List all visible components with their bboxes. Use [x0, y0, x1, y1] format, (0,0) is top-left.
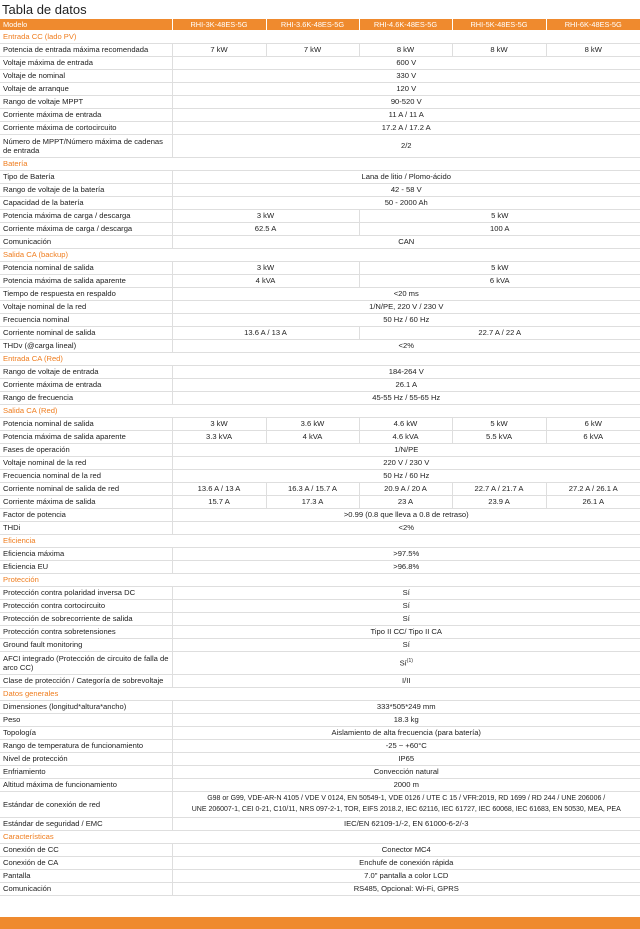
spec-value: 5 kW: [359, 261, 640, 274]
spec-value: 20.9 A / 20 A: [359, 482, 452, 495]
spec-label: Voltaje nominal de la red: [0, 456, 172, 469]
spec-value: 5 kW: [452, 417, 546, 430]
spec-value: 62.5 A: [172, 222, 359, 235]
spec-value: 11 A / 11 A: [172, 108, 640, 121]
spec-value: 22.7 A / 21.7 A: [452, 482, 546, 495]
section-header: [0, 573, 640, 586]
section-title: Entrada CA (Red): [0, 352, 640, 365]
spec-row: [0, 638, 640, 651]
spec-value: 23 A: [359, 495, 452, 508]
spec-label: Protección de sobrecorriente de salida: [0, 612, 172, 625]
spec-value-line: UNE 206007-1, CEI 0-21, C10/11, NRS 097-2-1, TOR, EIFS 2018.2, IEC 62116, IEC 61727, IEC 60068, IEC 61683, EN 50530, MEA, PEA: [191, 806, 621, 813]
spec-row: [0, 739, 640, 752]
spec-value: 7 kW: [172, 43, 266, 56]
spec-label: Potencia máxima de carga / descarga: [0, 209, 172, 222]
spec-row: [0, 713, 640, 726]
spec-row: [0, 430, 640, 443]
spec-label: Topología: [0, 726, 172, 739]
spec-label: Tiempo de respuesta en respaldo: [0, 287, 172, 300]
spec-row: [0, 547, 640, 560]
spec-label: THDi: [0, 521, 172, 534]
spec-value: 184-264 V: [172, 365, 640, 378]
spec-label: Corriente nominal de salida: [0, 326, 172, 339]
spec-row: [0, 778, 640, 791]
spec-label: Frecuencia nominal de la red: [0, 469, 172, 482]
spec-row: [0, 882, 640, 895]
spec-value: 6 kW: [546, 417, 640, 430]
section-header: [0, 30, 640, 43]
spec-label: Voltaje nominal de la red: [0, 300, 172, 313]
spec-value: <2%: [172, 339, 640, 352]
spec-row: [0, 456, 640, 469]
model-name: RHI-3.6K-48ES-5G: [266, 19, 359, 30]
spec-value: Sí: [172, 638, 640, 651]
spec-value: I/II: [172, 674, 640, 687]
spec-label: Rango de temperatura de funcionamiento: [0, 739, 172, 752]
spec-row: [0, 700, 640, 713]
spec-value: Lana de litio / Plomo-ácido: [172, 170, 640, 183]
spec-row: [0, 261, 640, 274]
spec-value: 42 - 58 V: [172, 183, 640, 196]
spec-value: 8 kW: [452, 43, 546, 56]
spec-value: 13.6 A / 13 A: [172, 326, 359, 339]
spec-value: 17.3 A: [266, 495, 359, 508]
spec-value: 17.2 A / 17.2 A: [172, 121, 640, 134]
spec-table: [0, 19, 640, 896]
spec-value: IP65: [172, 752, 640, 765]
spec-row: [0, 674, 640, 687]
spec-label: Nivel de protección: [0, 752, 172, 765]
spec-value: [172, 651, 640, 674]
spec-row: [0, 586, 640, 599]
spec-value: 18.3 kg: [172, 713, 640, 726]
spec-label: Rango de voltaje MPPT: [0, 95, 172, 108]
section-header: [0, 157, 640, 170]
spec-row: [0, 651, 640, 674]
spec-label: Potencia nominal de salida: [0, 417, 172, 430]
spec-value: 27.2 A / 26.1 A: [546, 482, 640, 495]
spec-row: [0, 82, 640, 95]
model-name: RHI-6K-48ES-5G: [546, 19, 640, 30]
spec-value: 90-520 V: [172, 95, 640, 108]
spec-value: Conector MC4: [172, 843, 640, 856]
model-name: RHI-4.6K-48ES-5G: [359, 19, 452, 30]
spec-label: Voltaje de arranque: [0, 82, 172, 95]
spec-value: 26.1 A: [546, 495, 640, 508]
spec-label: Conexión de CC: [0, 843, 172, 856]
footer-accent-bar: [0, 917, 640, 929]
spec-row: [0, 521, 640, 534]
spec-value: Sí: [172, 586, 640, 599]
spec-row: [0, 726, 640, 739]
spec-row: [0, 508, 640, 521]
spec-value: 8 kW: [359, 43, 452, 56]
spec-value: -25 ~ +60°C: [172, 739, 640, 752]
spec-value: 50 Hz / 60 Hz: [172, 469, 640, 482]
spec-value: Tipo II CC/ Tipo II CA: [172, 625, 640, 638]
spec-row: [0, 869, 640, 882]
spec-value: 13.6 A / 13 A: [172, 482, 266, 495]
spec-value: 50 - 2000 Ah: [172, 196, 640, 209]
spec-value: 1/N/PE: [172, 443, 640, 456]
spec-value: 3.3 kVA: [172, 430, 266, 443]
spec-row: [0, 56, 640, 69]
spec-value-line: G98 or G99, VDE-AR-N 4105 / VDE V 0124, EN 50549-1, VDE 0126 / UTE C 15 / VFR:2019, RD 1699 / RD 244 / UNE 206006 /: [207, 795, 606, 802]
spec-label: Estándar de conexión de red: [0, 791, 172, 817]
spec-row: [0, 43, 640, 56]
spec-label: Eficiencia máxima: [0, 547, 172, 560]
spec-row: [0, 300, 640, 313]
spec-value: Aislamiento de alta frecuencia (para batería): [172, 726, 640, 739]
spec-label: Altitud máxima de funcionamiento: [0, 778, 172, 791]
spec-label: Frecuencia nominal: [0, 313, 172, 326]
spec-row: [0, 121, 640, 134]
spec-row: [0, 326, 640, 339]
spec-row: [0, 625, 640, 638]
spec-label: Número de MPPT/Número máxima de cadenas de entrada: [0, 134, 172, 157]
spec-value: 330 V: [172, 69, 640, 82]
spec-row: [0, 108, 640, 121]
spec-row: [0, 752, 640, 765]
spec-label: Corriente nominal de salida de red: [0, 482, 172, 495]
spec-row: [0, 134, 640, 157]
spec-row: [0, 765, 640, 778]
spec-value: 45-55 Hz / 55-65 Hz: [172, 391, 640, 404]
page-title: Tabla de datos: [2, 2, 87, 17]
spec-value-text: Sí: [399, 658, 407, 668]
spec-label: AFCI integrado (Protección de circuito de falla de arco CC): [0, 651, 172, 674]
spec-value: 23.9 A: [452, 495, 546, 508]
spec-label: Corriente máxima de entrada: [0, 378, 172, 391]
spec-row: [0, 170, 640, 183]
spec-label: Potencia máxima de salida aparente: [0, 430, 172, 443]
spec-value: CAN: [172, 235, 640, 248]
spec-row: [0, 196, 640, 209]
spec-label: Eficiencia EU: [0, 560, 172, 573]
spec-label: Potencia de entrada máxima recomendada: [0, 43, 172, 56]
spec-value: 3.6 kW: [266, 417, 359, 430]
spec-value: 4 kVA: [266, 430, 359, 443]
spec-label: Estándar de seguridad / EMC: [0, 817, 172, 830]
section-title: Salida CA (Red): [0, 404, 640, 417]
spec-value: 333*505*249 mm: [172, 700, 640, 713]
spec-label: Conexión de CA: [0, 856, 172, 869]
spec-label: Protección contra sobretensiones: [0, 625, 172, 638]
section-title: Entrada CC (lado PV): [0, 30, 640, 43]
spec-row: [0, 339, 640, 352]
spec-value: <2%: [172, 521, 640, 534]
spec-row: [0, 222, 640, 235]
spec-row: [0, 599, 640, 612]
spec-row: [0, 391, 640, 404]
section-title: Datos generales: [0, 687, 640, 700]
spec-row: [0, 209, 640, 222]
spec-value: 7 kW: [266, 43, 359, 56]
spec-value: 8 kW: [546, 43, 640, 56]
spec-row: [0, 95, 640, 108]
spec-value: 2/2: [172, 134, 640, 157]
section-title: Protección: [0, 573, 640, 586]
spec-label: Comunicación: [0, 882, 172, 895]
spec-label: Pantalla: [0, 869, 172, 882]
spec-label: Factor de potencia: [0, 508, 172, 521]
spec-value: <20 ms: [172, 287, 640, 300]
spec-value: 220 V / 230 V: [172, 456, 640, 469]
spec-value: 6 kVA: [546, 430, 640, 443]
spec-value: 4.6 kVA: [359, 430, 452, 443]
spec-row: [0, 791, 640, 817]
section-title: Batería: [0, 157, 640, 170]
spec-label: Clase de protección / Categoría de sobrevoltaje: [0, 674, 172, 687]
spec-row: [0, 560, 640, 573]
spec-label: Corriente máxima de salida: [0, 495, 172, 508]
spec-label: Potencia máxima de salida aparente: [0, 274, 172, 287]
spec-value: >0.99 (0.8 que lleva a 0.8 de retraso): [172, 508, 640, 521]
spec-row: [0, 443, 640, 456]
spec-label: Corriente máxima de cortocircuito: [0, 121, 172, 134]
spec-label: Voltaje de nominal: [0, 69, 172, 82]
spec-label: Corriente máxima de carga / descarga: [0, 222, 172, 235]
spec-value: 1/N/PE, 220 V / 230 V: [172, 300, 640, 313]
spec-row: [0, 274, 640, 287]
spec-value: [172, 791, 640, 817]
section-header: [0, 404, 640, 417]
spec-row: [0, 856, 640, 869]
spec-label: Rango de voltaje de la batería: [0, 183, 172, 196]
spec-value: Convección natural: [172, 765, 640, 778]
spec-value: 50 Hz / 60 Hz: [172, 313, 640, 326]
spec-label: Protección contra polaridad inversa DC: [0, 586, 172, 599]
spec-row: [0, 287, 640, 300]
spec-label: Voltaje máxima de entrada: [0, 56, 172, 69]
spec-label: Dimensiones (longitud*altura*ancho): [0, 700, 172, 713]
spec-label: Potencia nominal de salida: [0, 261, 172, 274]
spec-label: Comunicación: [0, 235, 172, 248]
spec-value: 600 V: [172, 56, 640, 69]
section-title: Salida CA (backup): [0, 248, 640, 261]
spec-value: 120 V: [172, 82, 640, 95]
spec-row: [0, 495, 640, 508]
spec-row: [0, 482, 640, 495]
spec-label: Rango de frecuencia: [0, 391, 172, 404]
spec-value: 16.3 A / 15.7 A: [266, 482, 359, 495]
spec-label: Capacidad de la batería: [0, 196, 172, 209]
spec-row: [0, 378, 640, 391]
section-title: Características: [0, 830, 640, 843]
spec-value: Sí: [172, 612, 640, 625]
spec-value: IEC/EN 62109-1/-2, EN 61000-6-2/-3: [172, 817, 640, 830]
spec-row: [0, 365, 640, 378]
spec-value: 7.0" pantalla a color LCD: [172, 869, 640, 882]
spec-row: [0, 69, 640, 82]
spec-row: [0, 817, 640, 830]
spec-label: Fases de operación: [0, 443, 172, 456]
model-name: RHI-5K-48ES-5G: [452, 19, 546, 30]
spec-value: 100 A: [359, 222, 640, 235]
spec-value: 6 kVA: [359, 274, 640, 287]
section-header: [0, 687, 640, 700]
model-name: RHI-3K-48ES-5G: [172, 19, 266, 30]
spec-value: Enchufe de conexión rápida: [172, 856, 640, 869]
spec-row: [0, 843, 640, 856]
spec-value: Sí: [172, 599, 640, 612]
model-header-label: Modelo: [0, 19, 172, 30]
spec-value: 3 kW: [172, 209, 359, 222]
spec-row: [0, 469, 640, 482]
spec-value: RS485, Opcional: Wi-Fi, GPRS: [172, 882, 640, 895]
spec-row: [0, 235, 640, 248]
spec-row: [0, 417, 640, 430]
spec-row: [0, 612, 640, 625]
spec-value: 4 kVA: [172, 274, 359, 287]
spec-value: 3 kW: [172, 261, 359, 274]
spec-row: [0, 183, 640, 196]
spec-value: 15.7 A: [172, 495, 266, 508]
spec-value: 4.6 kW: [359, 417, 452, 430]
spec-value: 22.7 A / 22 A: [359, 326, 640, 339]
spec-label: Peso: [0, 713, 172, 726]
section-header: [0, 534, 640, 547]
section-header: [0, 248, 640, 261]
spec-value: >97.5%: [172, 547, 640, 560]
spec-value: 2000 m: [172, 778, 640, 791]
spec-value: >96.8%: [172, 560, 640, 573]
spec-label: Corriente máxima de entrada: [0, 108, 172, 121]
spec-value: 5.5 kVA: [452, 430, 546, 443]
section-header: [0, 352, 640, 365]
spec-label: Enfriamiento: [0, 765, 172, 778]
spec-row: [0, 313, 640, 326]
spec-label: Ground fault monitoring: [0, 638, 172, 651]
section-header: [0, 830, 640, 843]
spec-value: 5 kW: [359, 209, 640, 222]
footnote-marker: (1): [406, 658, 413, 665]
spec-label: Protección contra cortocircuito: [0, 599, 172, 612]
spec-value: 3 kW: [172, 417, 266, 430]
section-title: Eficiencia: [0, 534, 640, 547]
spec-label: Tipo de Batería: [0, 170, 172, 183]
spec-label: Rango de voltaje de entrada: [0, 365, 172, 378]
model-header-row: [0, 19, 640, 30]
spec-value: 26.1 A: [172, 378, 640, 391]
spec-label: THDv (@carga lineal): [0, 339, 172, 352]
